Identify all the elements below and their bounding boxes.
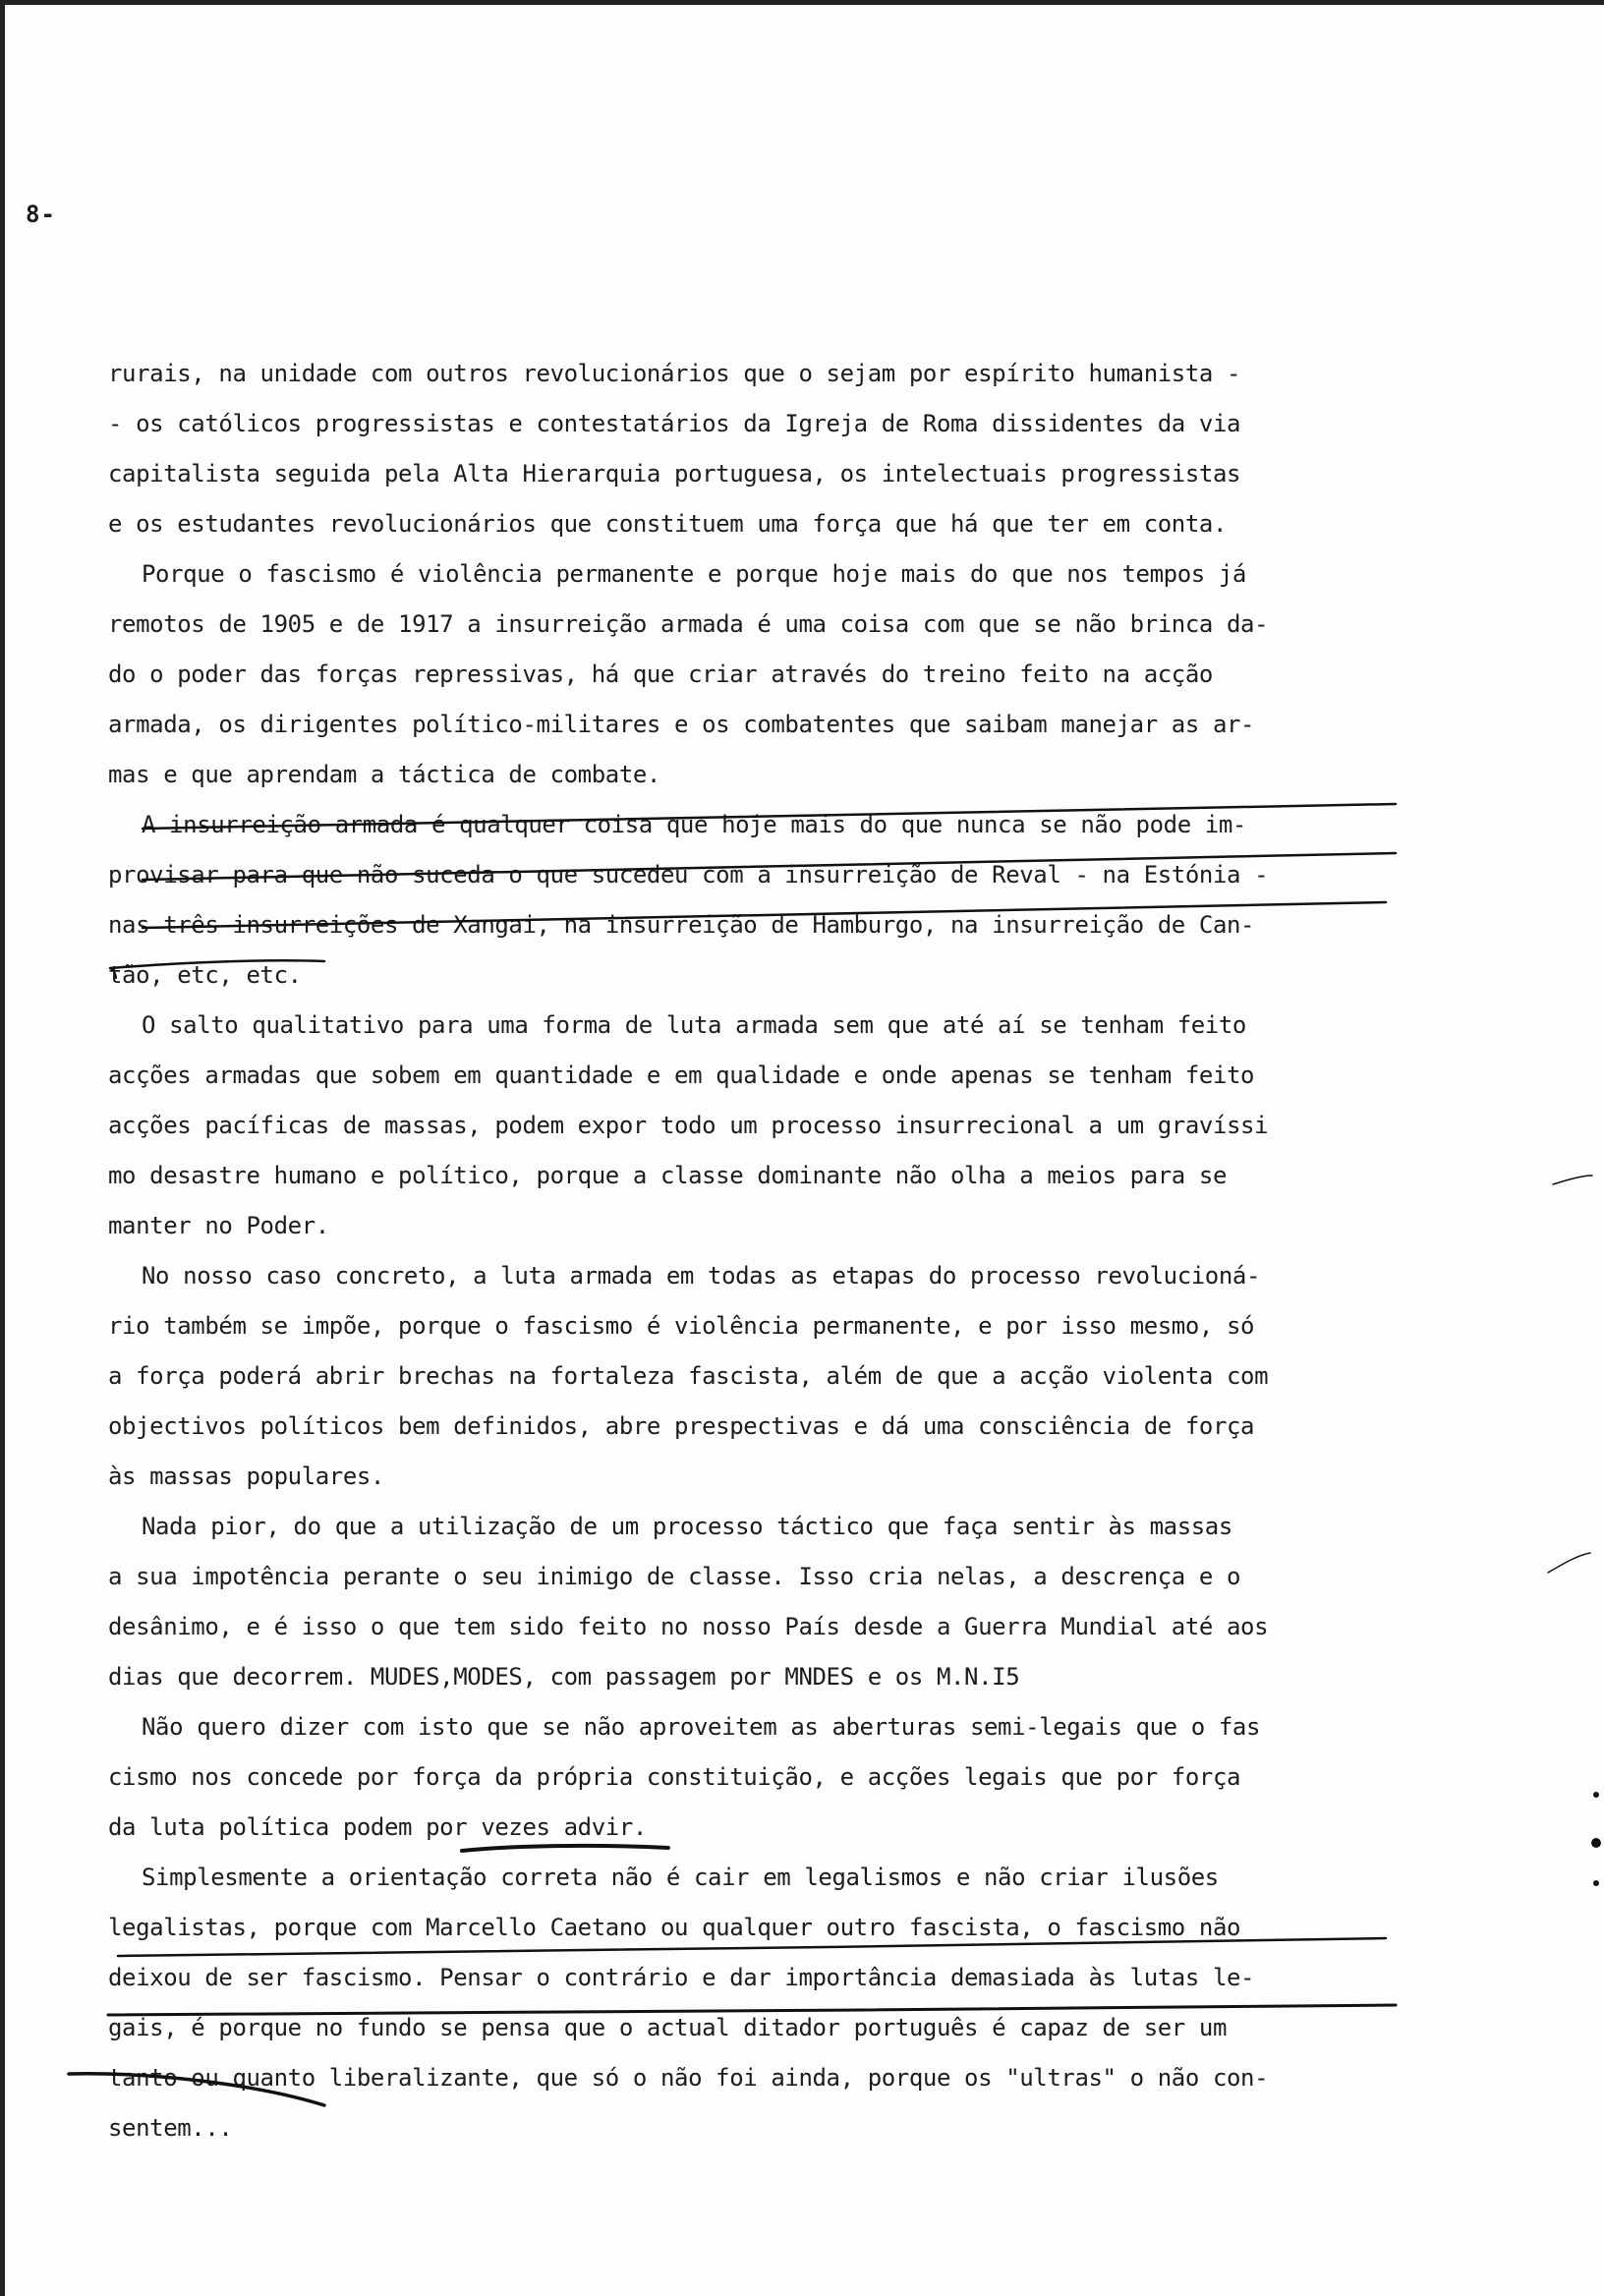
text-line: acções armadas que sobem em quantidade e em qualidade e onde apenas se tenham feito — [108, 1062, 1255, 1089]
text-line: a sua impotência perante o seu inimigo de classe. Isso cria nelas, a descrença e o — [108, 1563, 1241, 1590]
text-line: sentem... — [108, 2114, 233, 2142]
text-line: rio também se impõe, porque o fascismo é violência permanente, e por isso mesmo, só — [108, 1312, 1255, 1340]
text-line: Porque o fascismo é violência permanente e porque hoje mais do que nos tempos já — [142, 560, 1246, 588]
text-line: acções pacíficas de massas, podem expor todo um processo insurrecional a um gravíssi — [108, 1112, 1269, 1139]
text-line: manter no Poder. — [108, 1212, 329, 1239]
text-line: gais, é porque no fundo se pensa que o actual ditador português é capaz de ser um — [108, 2014, 1227, 2041]
text-line: do o poder das forças repressivas, há que criar através do treino feito na acção — [108, 660, 1213, 688]
text-line: capitalista seguida pela Alta Hierarquia portuguesa, os intelectuais progressistas — [108, 460, 1241, 488]
text-line: mas e que aprendam a táctica de combate. — [108, 761, 660, 788]
text-line: objectivos políticos bem definidos, abre prespectivas e dá uma consciência de força — [108, 1412, 1255, 1440]
text-line: No nosso caso concreto, a luta armada em todas as etapas do processo revolucioná- — [142, 1262, 1260, 1290]
text-line: provisar para que não suceda o que sucedeu com a insurreição de Reval - na Estónia - — [108, 861, 1269, 889]
page-number: 8- — [26, 201, 56, 228]
text-line: desânimo, e é isso o que tem sido feito no nosso País desde a Guerra Mundial até aos — [108, 1613, 1269, 1640]
text-line: cismo nos concede por força da própria constituição, e acções legais que por força — [108, 1763, 1241, 1791]
text-line: Não quero dizer com isto que se não aproveitem as aberturas semi-legais que o fas — [142, 1713, 1260, 1741]
text-line: deixou de ser fascismo. Pensar o contrário e dar importância demasiada às lutas le- — [108, 1964, 1255, 1991]
text-line: rurais, na unidade com outros revolucionários que o sejam por espírito humanista - — [108, 360, 1241, 387]
text-line: tanto ou quanto liberalizante, que só o não foi ainda, porque os "ultras" o não con- — [108, 2064, 1269, 2092]
margin-mark — [1548, 1553, 1590, 1573]
text-line: da luta política podem por vezes advir. — [108, 1813, 647, 1841]
text-line: e os estudantes revolucionários que constituem uma força que há que ter em conta. — [108, 510, 1227, 538]
text-line: a força poderá abrir brechas na fortaleza fascista, além de que a acção violenta com — [108, 1362, 1269, 1390]
text-line: mo desastre humano e político, porque a classe dominante não olha a meios para se — [108, 1162, 1227, 1189]
text-line: Nada pior, do que a utilização de um processo táctico que faça sentir às massas — [142, 1513, 1232, 1540]
margin-dot — [1593, 1880, 1599, 1886]
text-line: Simplesmente a orientação correta não é cair em legalismos e não criar ilusões — [142, 1864, 1219, 1891]
text-line: remotos de 1905 e de 1917 a insurreição armada é uma coisa com que se não brinca da- — [108, 610, 1269, 638]
scan-border-top — [0, 0, 1604, 5]
text-line: tão, etc, etc. — [108, 961, 302, 989]
text-line: dias que decorrem. MUDES,MODES, com passagem por MNDES e os M.N.I5 — [108, 1663, 1020, 1691]
text-line: nas três insurreições de Xangai, na insurreição de Hamburgo, na insurreição de Can- — [108, 911, 1255, 939]
text-line: armada, os dirigentes político-militares e os combatentes que saibam manejar as ar- — [108, 711, 1255, 738]
text-line: às massas populares. — [108, 1463, 384, 1490]
text-line: O salto qualitativo para uma forma de luta armada sem que até aí se tenham feito — [142, 1011, 1246, 1039]
margin-dot — [1593, 1792, 1599, 1798]
text-line: legalistas, porque com Marcello Caetano ou qualquer outro fascista, o fascismo não — [108, 1914, 1241, 1941]
margin-mark — [1553, 1176, 1592, 1184]
scan-border-left — [0, 0, 5, 2296]
text-line: A insurreição armada é qualquer coisa que hoje mais do que nunca se não pode im- — [142, 811, 1246, 838]
margin-dot — [1591, 1838, 1601, 1848]
document-body — [108, 349, 1415, 2153]
text-line: - os católicos progressistas e contestatários da Igreja de Roma dissidentes da via — [108, 410, 1241, 437]
